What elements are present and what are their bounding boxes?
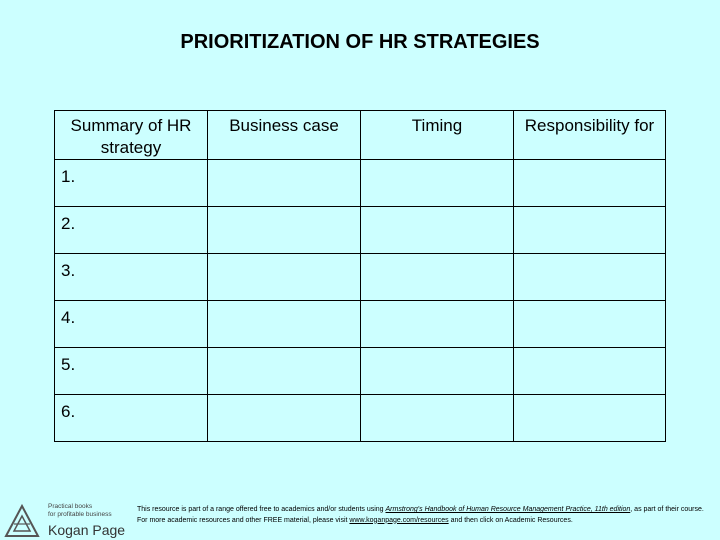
table-cell	[208, 348, 361, 395]
table-cell	[361, 207, 514, 254]
table-cell	[514, 395, 666, 442]
table-cell	[361, 395, 514, 442]
table-cell	[361, 160, 514, 207]
header-timing: Timing	[361, 111, 514, 160]
table-row	[55, 301, 666, 348]
logo-tagline: Practical books for profitable business	[48, 503, 112, 518]
footer-text-2: , as part of their course. For more academic resources and other FREE material, please visit	[137, 506, 704, 524]
footer-text-3: and then click on Academic Resources.	[448, 516, 573, 524]
table-cell	[208, 160, 361, 207]
header-responsibility: Responsibility for	[514, 111, 666, 160]
table-cell	[514, 207, 666, 254]
logo-name: Kogan Page	[48, 522, 126, 538]
row-number: 6.	[55, 395, 208, 442]
row-number: 1.	[55, 160, 208, 207]
kogan-page-logo	[0, 500, 132, 540]
triangle-logo-icon	[4, 504, 40, 538]
table-cell	[208, 395, 361, 442]
table-header-row	[55, 111, 666, 160]
row-number: 3.	[55, 254, 208, 301]
row-number: 5.	[55, 348, 208, 395]
table-cell	[208, 207, 361, 254]
table-cell	[361, 301, 514, 348]
row-number: 4.	[55, 301, 208, 348]
table-row	[55, 348, 666, 395]
table-cell	[514, 348, 666, 395]
table-cell	[514, 160, 666, 207]
table-cell	[361, 254, 514, 301]
table-cell	[208, 301, 361, 348]
table-row	[55, 395, 666, 442]
table-row	[55, 160, 666, 207]
table-row	[55, 207, 666, 254]
footer-text-1: This resource is part of a range offered free to academics and/or students using	[137, 506, 386, 513]
book-link[interactable]: Armstrong's Handbook of Human Resource Management Practice, 11th edition	[385, 506, 631, 513]
hr-strategy-table	[54, 110, 666, 442]
row-number: 2.	[55, 207, 208, 254]
page-title: PRIORITIZATION OF HR STRATEGIES	[180, 31, 540, 53]
table-cell	[514, 301, 666, 348]
footer-notice	[137, 505, 715, 526]
resources-link[interactable]: www.koganpage.com/resources	[349, 516, 449, 524]
header-business-case: Business case	[208, 111, 361, 160]
table-row	[55, 254, 666, 301]
header-summary: Summary of HR strategy	[55, 111, 208, 160]
table-cell	[361, 348, 514, 395]
table-cell	[514, 254, 666, 301]
table-cell	[208, 254, 361, 301]
